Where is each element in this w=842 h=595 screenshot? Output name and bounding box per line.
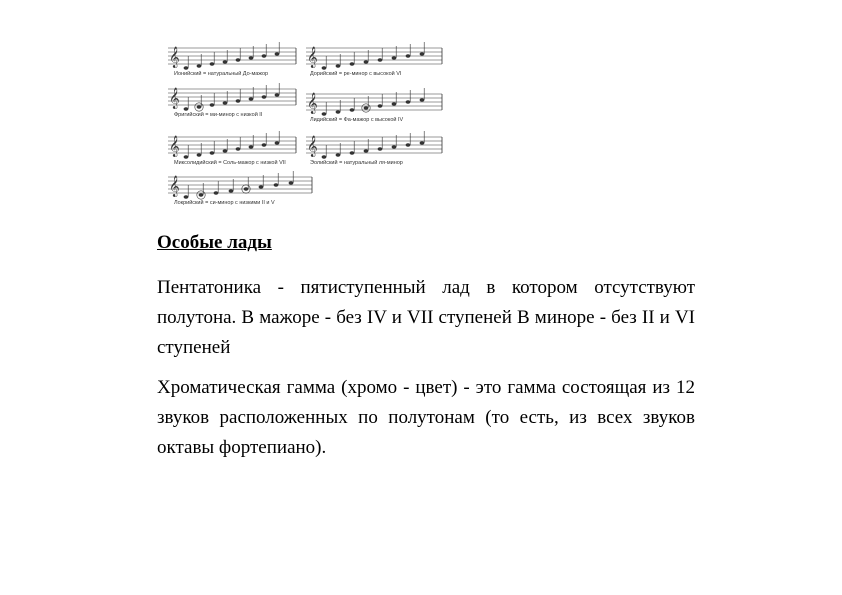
note-head xyxy=(236,99,241,102)
caption-lydian: Лидийский = Фа-мажор с высокой IV xyxy=(310,117,404,123)
note-head xyxy=(223,60,228,63)
note-head xyxy=(406,100,411,103)
note-head xyxy=(406,54,411,57)
treble-clef: 𝄞 xyxy=(307,136,318,157)
section-heading: Особые лады xyxy=(157,232,272,253)
note-head xyxy=(420,141,425,144)
note-head xyxy=(364,149,369,152)
caption-locrian: Локрийский = си-минор с низкими II и V xyxy=(174,200,275,206)
note-head xyxy=(197,105,202,108)
note-head xyxy=(378,147,383,150)
note-head xyxy=(420,52,425,55)
note-head xyxy=(262,95,267,98)
note-head xyxy=(392,102,397,105)
note-head xyxy=(364,106,369,109)
note-head xyxy=(364,60,369,63)
note-head xyxy=(236,147,241,150)
note-head xyxy=(406,143,411,146)
note-head xyxy=(249,145,254,148)
note-head xyxy=(275,141,280,144)
caption-phrygian: Фригийский = ми-минор с низкой II xyxy=(174,112,263,118)
note-head xyxy=(350,108,355,111)
note-head xyxy=(210,62,215,65)
note-head xyxy=(378,58,383,61)
note-head xyxy=(350,62,355,65)
note-head xyxy=(184,107,189,110)
note-head xyxy=(223,149,228,152)
note-head xyxy=(350,151,355,154)
note-head xyxy=(214,191,219,194)
note-head xyxy=(392,56,397,59)
note-head xyxy=(336,153,341,156)
pentatonic-paragraph: Пентатоника - пятиступенный лад в котором отсутствуют полутона. В мажоре - без IV и VII ступеней В миноре - без II и VI ступеней xyxy=(157,277,695,358)
note-head xyxy=(210,151,215,154)
note-head xyxy=(184,195,189,198)
note-head xyxy=(184,155,189,158)
modes-notation-figure xyxy=(160,42,460,212)
note-head xyxy=(322,112,327,115)
note-head xyxy=(289,181,294,184)
note-head xyxy=(274,183,279,186)
note-head xyxy=(223,101,228,104)
note-head xyxy=(275,52,280,55)
note-head xyxy=(184,66,189,69)
treble-clef: 𝄞 xyxy=(169,176,180,197)
note-head xyxy=(259,185,264,188)
note-head xyxy=(262,143,267,146)
note-head xyxy=(249,56,254,59)
caption-mixolydian: Миксолидийский = Соль-мажор с низкой VII xyxy=(174,160,286,166)
treble-clef: 𝄞 xyxy=(307,93,318,114)
note-head xyxy=(322,66,327,69)
note-head xyxy=(392,145,397,148)
treble-clef: 𝄞 xyxy=(307,47,318,68)
staff-notation xyxy=(160,42,460,212)
caption-ionian: Ионийский = натуральный До-мажор xyxy=(174,71,269,77)
note-head xyxy=(197,153,202,156)
note-head xyxy=(322,155,327,158)
note-head xyxy=(275,93,280,96)
caption-dorian: Дорийский = ре-минор с высокой VI xyxy=(310,71,402,77)
note-head xyxy=(229,189,234,192)
note-head xyxy=(199,193,204,196)
note-head xyxy=(262,54,267,57)
caption-aeolian: Эолийский = натуральный ля-минор xyxy=(310,160,403,166)
note-head xyxy=(420,98,425,101)
treble-clef: 𝄞 xyxy=(169,47,180,68)
note-head xyxy=(336,64,341,67)
note-head xyxy=(210,103,215,106)
note-head xyxy=(336,110,341,113)
note-head xyxy=(197,64,202,67)
note-head xyxy=(244,187,249,190)
note-head xyxy=(249,97,254,100)
note-head xyxy=(236,58,241,61)
note-head xyxy=(378,104,383,107)
treble-clef: 𝄞 xyxy=(169,136,180,157)
treble-clef: 𝄞 xyxy=(169,88,180,109)
chromatic-paragraph: Хроматическая гамма (хромо - цвет) - это гамма состоящая из 12 звуков расположенных по полутонам (то есть, из всех звуков октавы фортепиано). xyxy=(157,377,695,458)
